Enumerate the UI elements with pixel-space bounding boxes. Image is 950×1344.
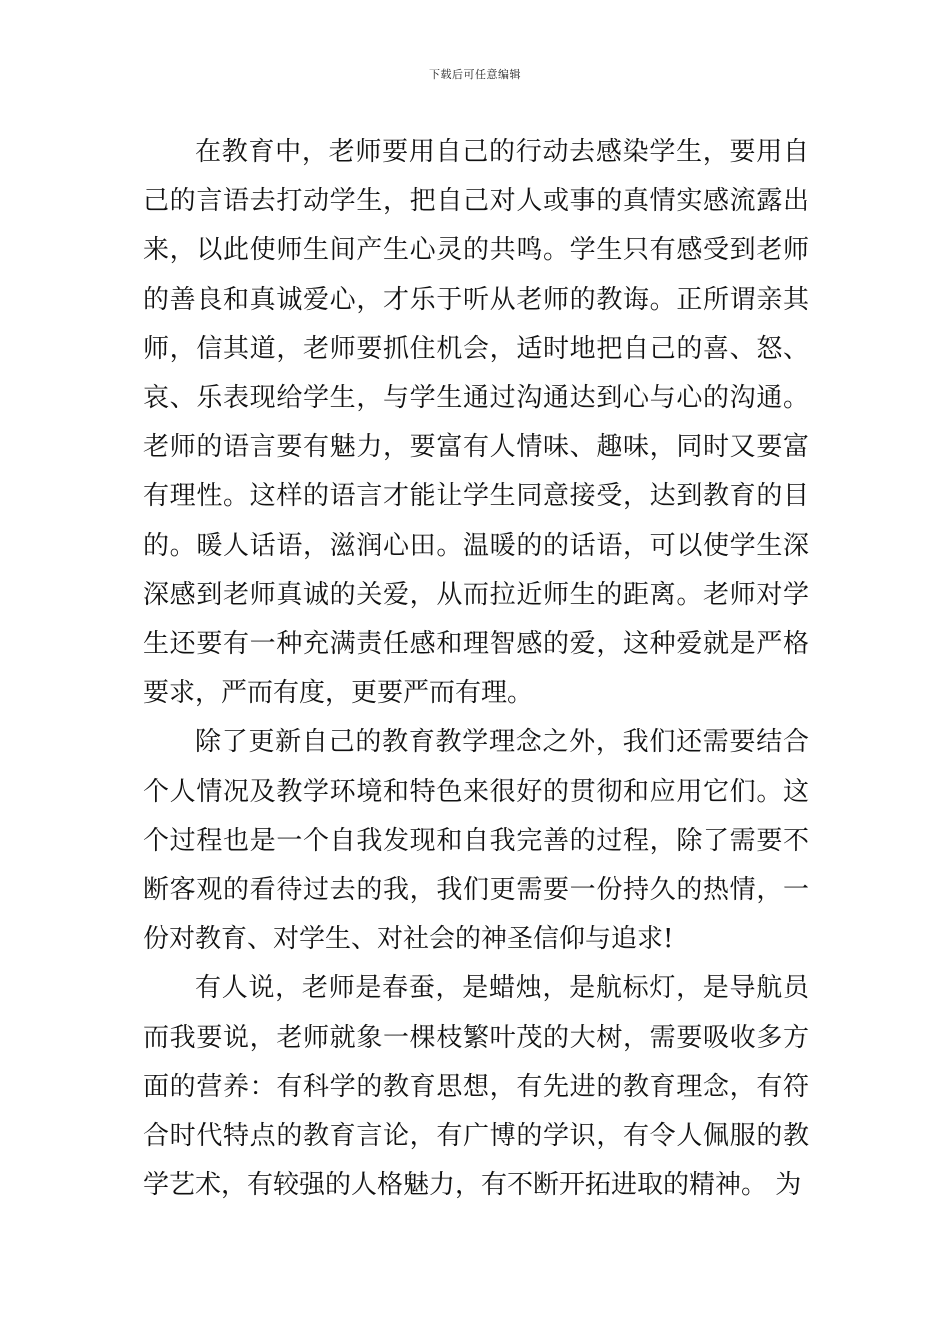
document-body bbox=[143, 128, 809, 1210]
paragraph-1: 在教育中，老师要用自己的行动去感染学生，要用自己的言语去打动学生，把自己对人或事的真情实感流露出来，以此使师生间产生心灵的共鸣。学生只有感受到老师的善良和真诚爱心，才乐于听从老师的教诲。正所谓亲其师，信其道，老师要抓住机会，适时地把自己的喜、怒、哀、乐表现给学生，与学生通过沟通达到心与心的沟通。老师的语言要有魅力，要富有人情味、趣味，同时又要富有理性。这样的语言才能让学生同意接受，达到教育的目的。暖人话语，滋润心田。温暖的的话语，可以使学生深深感到老师真诚的关爱，从而拉近师生的距离。老师对学生还要有一种充满责任感和理智感的爱，这种爱就是严格要求，严而有度，更要严而有理。 bbox=[143, 137, 809, 709]
paragraph-3: 有人说，老师是春蚕，是蜡烛，是航标灯，是导航员而我要说，老师就象一棵枝繁叶茂的大树，需要吸收多方面的营养：有科学的教育思想，有先进的教育理念，有符合时代特点的教育言论，有广博的学识，有令人佩服的教学艺术，有较强的人格魅力，有不断开拓进取的精神。 为 bbox=[143, 973, 809, 1201]
page-header: 下载后可任意编辑 bbox=[429, 68, 521, 81]
paragraph-2: 除了更新自己的教育教学理念之外，我们还需要结合个人情况及教学环境和特色来很好的贯彻和应用它们。这个过程也是一个自我发现和自我完善的过程，除了需要不断客观的看待过去的我，我们更需要一份持久的热情，一份对教育、对学生、对社会的神圣信仰与追求! bbox=[143, 727, 809, 955]
